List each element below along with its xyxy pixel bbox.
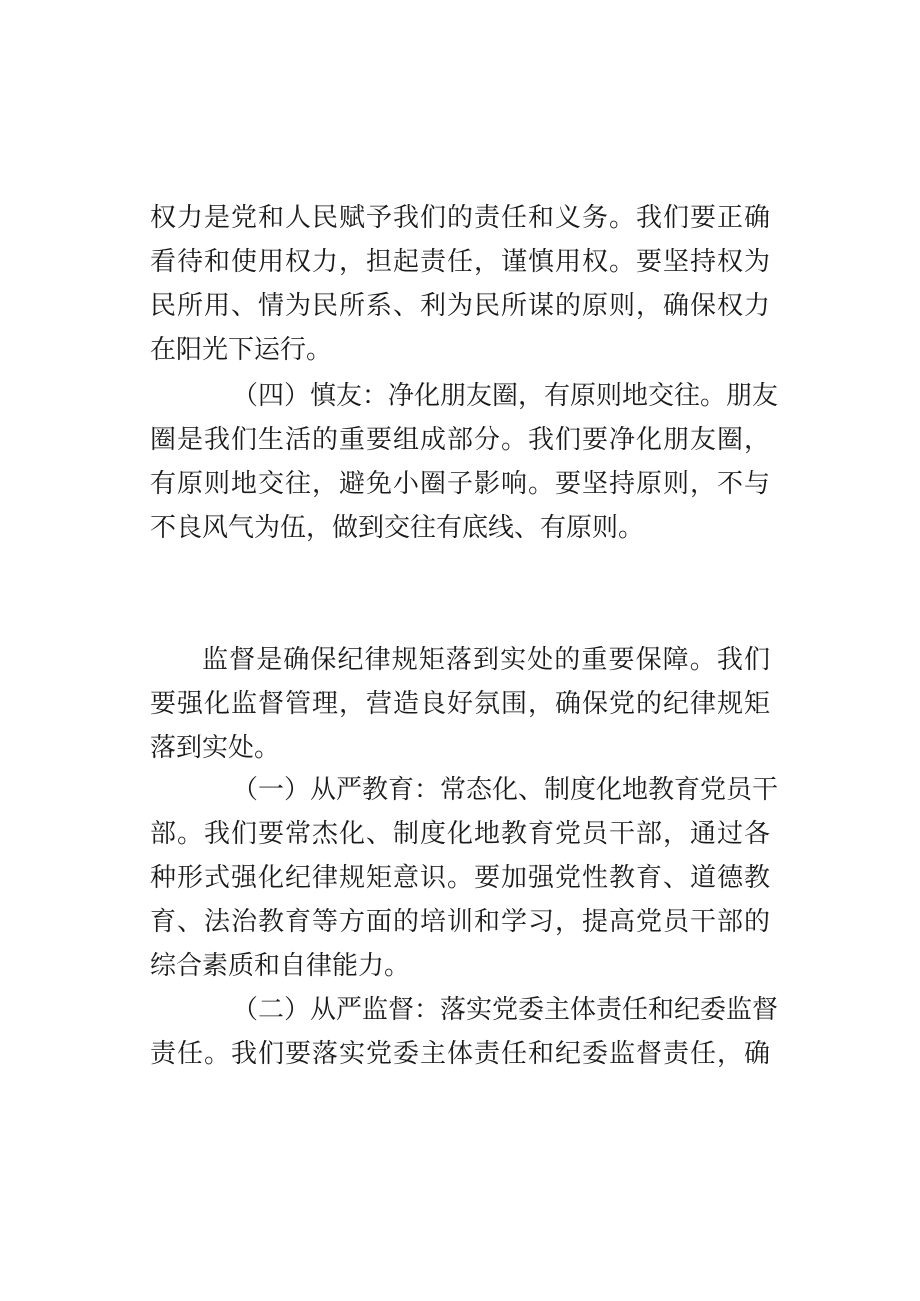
text-line: 监督是确保纪律规矩落到实处的重要保障。我们 xyxy=(202,645,770,675)
text-line: 在阳光下运行。 xyxy=(150,335,333,365)
text-line: 种形式强化纪律规矩意识。要加强党性教育、道德教 xyxy=(150,863,770,893)
heading-line xyxy=(150,552,770,598)
text-line: 圈是我们生活的重要组成部分。我们要净化朋友圈， xyxy=(150,425,770,455)
text-line: 责任。我们要落实党委主体责任和纪委监督责任，确 xyxy=(150,1039,770,1069)
text-line: 民所用、情为民所系、利为民所谋的原则，确保权力 xyxy=(150,291,770,321)
text-line: 落到实处。 xyxy=(150,733,281,763)
paragraph-strict-supervision xyxy=(150,988,779,1076)
section-heading-three xyxy=(150,552,770,644)
text-line: 权力是党和人民赋予我们的责任和义务。我们要正确 xyxy=(150,203,770,233)
text-line: （二）从严监督：落实党委主体责任和纪委监督 xyxy=(232,995,779,1025)
text-line: 部。我们要常杰化、制度化地教育党员干部，通过各 xyxy=(150,819,770,849)
paragraph-supervision-intro xyxy=(150,638,770,770)
paragraph-power-responsibility xyxy=(150,196,770,372)
text-line: 看待和使用权力，担起责任，谨慎用权。要坚持权为 xyxy=(150,247,770,277)
paragraph-strict-education xyxy=(150,768,779,988)
text-line: 综合素质和自律能力。 xyxy=(150,951,411,981)
text-line: （一）从严教育：常态化、制度化地教育党员干 xyxy=(232,775,779,805)
text-line: 育、法治教育等方面的培训和学习，提高党员干部的 xyxy=(150,907,770,937)
text-line: 有原则地交往，避免小圈子影响。要坚持原则，不与 xyxy=(150,469,770,499)
paragraph-careful-friends xyxy=(150,374,779,550)
text-line: 不良风气为伍，做到交往有底线、有原则。 xyxy=(150,513,645,543)
text-line: （四）慎友：净化朋友圈，有原则地交往。朋友 xyxy=(232,381,779,411)
text-line: 要强化监督管理，营造良好氛围，确保党的纪律规矩 xyxy=(150,689,770,719)
